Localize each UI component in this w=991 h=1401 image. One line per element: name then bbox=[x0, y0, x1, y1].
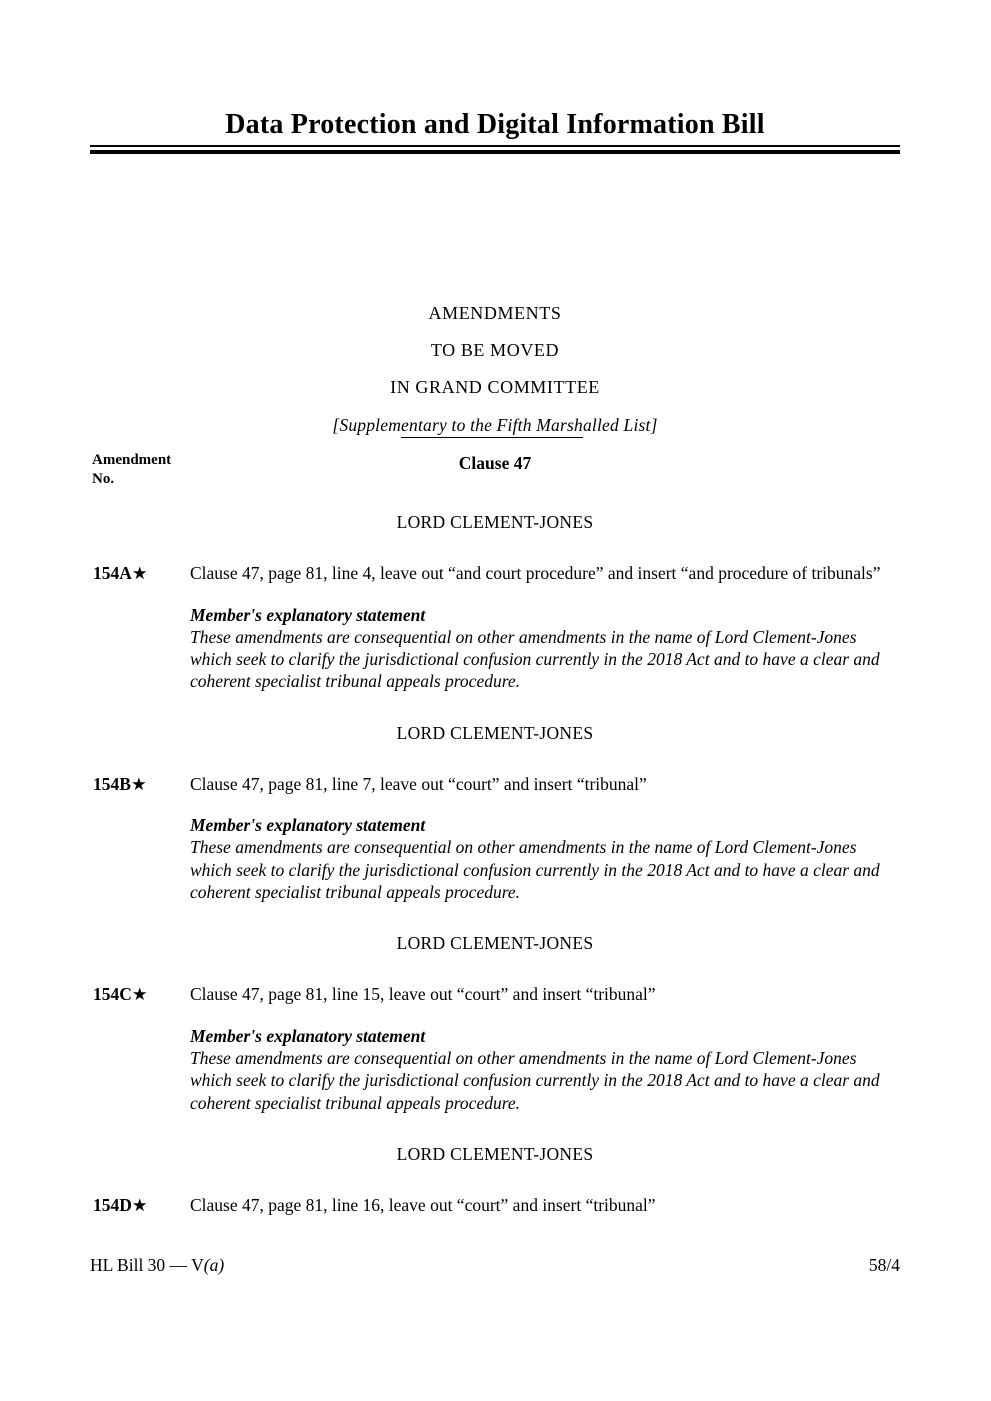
explanatory-statement bbox=[190, 1025, 900, 1114]
explanatory-statement-text: These amendments are consequential on other amendments in the name of Lord Clement-Jones which seek to clarify the jurisdictional confusion currently in the 2018 Act and to have a clear and coherent specialist tribunal appeals procedure. bbox=[190, 626, 880, 692]
bill-reference-suffix: (a) bbox=[203, 1255, 225, 1275]
amendment-row bbox=[90, 1195, 900, 1217]
explanatory-statement-heading: Member's explanatory statement bbox=[190, 815, 426, 836]
amendment-no-header bbox=[92, 451, 171, 489]
star-icon: ★ bbox=[131, 1195, 148, 1216]
amendment-section bbox=[90, 1144, 900, 1217]
column-header-row bbox=[90, 451, 900, 491]
star-icon: ★ bbox=[130, 773, 147, 794]
star-icon: ★ bbox=[131, 984, 148, 1005]
heading-to-be-moved: TO BE MOVED bbox=[430, 340, 560, 360]
amendment-no-header-line1: Amendment bbox=[92, 452, 172, 468]
amendment-number bbox=[90, 1195, 190, 1217]
bill-reference-text: HL Bill 30 — V bbox=[90, 1255, 204, 1275]
document-headings bbox=[90, 304, 900, 435]
page-title: Data Protection and Digital Information Bill bbox=[225, 109, 765, 140]
amendment-row bbox=[90, 563, 900, 585]
amendment-text: Clause 47, page 81, line 7, leave out “court” and insert “tribunal” bbox=[190, 773, 647, 794]
amendment-section bbox=[90, 723, 900, 904]
heading-grand-committee: IN GRAND COMMITTEE bbox=[390, 377, 600, 397]
page-footer bbox=[90, 1254, 900, 1276]
heading-amendments: AMENDMENTS bbox=[428, 303, 562, 323]
page-reference: 58/4 bbox=[868, 1255, 900, 1275]
amendment-no-header-line2: No. bbox=[92, 471, 115, 487]
amendment-row bbox=[90, 984, 900, 1006]
explanatory-statement-heading: Member's explanatory statement bbox=[190, 604, 426, 625]
sponsor-name: LORD CLEMENT-JONES bbox=[396, 722, 594, 743]
explanatory-statement bbox=[190, 814, 900, 903]
clause-heading: Clause 47 bbox=[458, 453, 532, 473]
sponsor-name: LORD CLEMENT-JONES bbox=[396, 1144, 594, 1165]
amendment-row bbox=[90, 774, 900, 796]
supplementary-note-underlined: entary to the Fifth Marsh bbox=[401, 415, 583, 438]
amendment-text: Clause 47, page 81, line 15, leave out “court” and insert “tribunal” bbox=[190, 984, 656, 1005]
explanatory-statement-heading: Member's explanatory statement bbox=[190, 1025, 426, 1046]
amendment-section bbox=[90, 512, 900, 693]
explanatory-statement bbox=[190, 604, 900, 693]
amendment-number-label: 154B bbox=[93, 773, 131, 794]
amendment-number bbox=[90, 984, 190, 1006]
explanatory-statement-text: These amendments are consequential on other amendments in the name of Lord Clement-Jones which seek to clarify the jurisdictional confusion currently in the 2018 Act and to have a clear and coherent specialist tribunal appeals procedure. bbox=[190, 1048, 880, 1113]
amendment-number-label: 154A bbox=[93, 563, 132, 583]
amendment-text: Clause 47, page 81, line 16, leave out “court” and insert “tribunal” bbox=[190, 1195, 656, 1216]
bill-reference bbox=[90, 1254, 224, 1276]
supplementary-note bbox=[90, 415, 900, 435]
amendment-number-label: 154C bbox=[93, 984, 132, 1005]
star-icon: ★ bbox=[131, 563, 148, 583]
amendment-number bbox=[90, 563, 190, 585]
amendment-number bbox=[90, 774, 190, 796]
amendment-number-label: 154D bbox=[93, 1195, 132, 1216]
amendment-section bbox=[90, 933, 900, 1114]
supplementary-note-suffix: alled List] bbox=[582, 415, 658, 435]
sponsor-name: LORD CLEMENT-JONES bbox=[396, 512, 594, 532]
title-rule bbox=[90, 145, 900, 154]
explanatory-statement-text: These amendments are consequential on other amendments in the name of Lord Clement-Jones which seek to clarify the jurisdictional confusion currently in the 2018 Act and to have a clear and coherent specialist tribunal appeals procedure. bbox=[190, 837, 880, 903]
amendment-text: Clause 47, page 81, line 4, leave out “and court procedure” and insert “and procedure of tribunals” bbox=[190, 563, 881, 583]
supplementary-note-prefix: [Supplem bbox=[332, 415, 402, 435]
sponsor-name: LORD CLEMENT-JONES bbox=[396, 933, 594, 954]
